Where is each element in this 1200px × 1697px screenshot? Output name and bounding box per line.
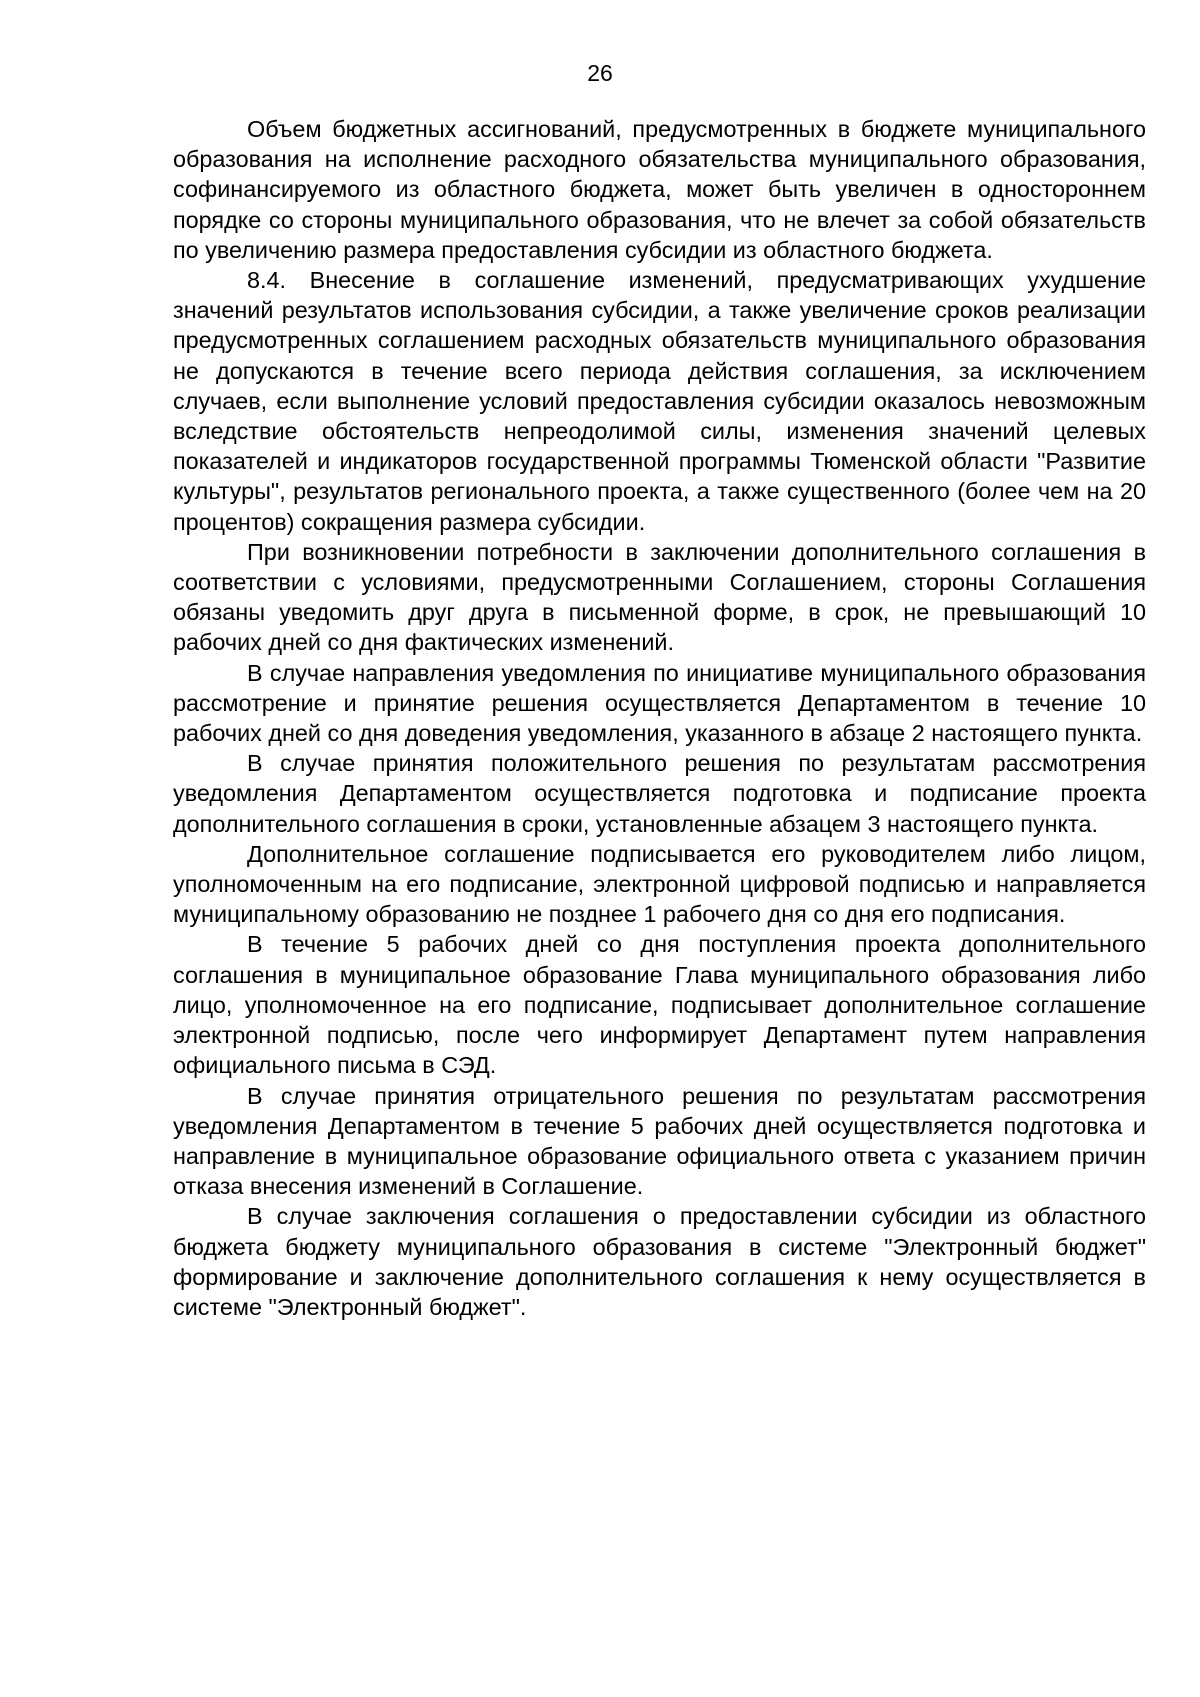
paragraph-electronic-budget: В случае заключения соглашения о предоставлении субсидии из областного бюджета бюджету муниципального образования в системе "Электронный бюджет" формирование и заключение дополнительного соглашения к нему осуществляется в системе "Электронный бюджет".	[173, 1203, 1146, 1320]
paragraph-additional-agreement-need: При возникновении потребности в заключении дополнительного соглашения в соответствии с условиями, предусмотренными Соглашением, стороны Соглашения обязаны уведомить друг друга в письменной форме, в срок, не превышающий 10 рабочих дней со дня фактических изменений.	[173, 538, 1146, 656]
paragraph-budget-allocation: Объем бюджетных ассигнований, предусмотренных в бюджете муниципального образования на исполнение расходного обязательства муниципального образования, софинансируемого из областного бюджета, может быть увеличен в одностороннем порядке со стороны муниципального образования, что не влечет за собой обязательств по увеличению размера предоставления субсидии из областного бюджета.	[173, 116, 1146, 263]
paragraph-positive-decision: В случае принятия положительного решения по результатам рассмотрения уведомления Департаментом осуществляется подготовка и подписание проекта дополнительного соглашения в сроки, установленные абзацем 3 настоящего пункта.	[173, 750, 1146, 837]
paragraph-signing: Дополнительное соглашение подписывается его руководителем либо лицом, уполномоченным на его подписание, электронной цифровой подписью и направляется муниципальному образованию не позднее 1 рабочего дня со дня его подписания.	[173, 840, 1146, 928]
paragraph-notification-review: В случае направления уведомления по инициативе муниципального образования рассмотрение и принятие решения осуществляется Департаментом в течение 10 рабочих дней со дня доведения уведомления, указанного в абзаце 2 настоящего пункта.	[173, 659, 1146, 747]
page-number: 26	[587, 60, 613, 86]
paragraph-municipal-signing: В течение 5 рабочих дней со дня поступления проекта дополнительного соглашения в муниципальное образование Глава муниципального образования либо лицо, уполномоченное на его подписание, подписывает дополнительное соглашение электронной подписью, после чего информирует Департамент путем направления официального письма в СЭД.	[173, 931, 1146, 1079]
paragraph-clause-8-4: 8.4. Внесение в соглашение изменений, предусматривающих ухудшение значений результатов использования субсидии, а также увеличение сроков реализации предусмотренных соглашением расходных обязательств муниципального образования не допускаются в течение всего периода действия соглашения, за исключением случаев, если выполнение условий предоставления субсидии оказалось невозможным вследствие обстоятельств непреодолимой силы, изменения значений целевых показателей и индикаторов государственной программы Тюменской области "Развитие культуры", результатов регионального проекта, а также существенного (более чем на 20 процентов) сокращения размера субсидии.	[173, 267, 1146, 535]
document-body	[173, 114, 1146, 1322]
paragraph-negative-decision: В случае принятия отрицательного решения по результатам рассмотрения уведомления Департаментом в течение 5 рабочих дней осуществляется подготовка и направление в муниципальное образование официального ответа с указанием причин отказа внесения изменений в Соглашение.	[173, 1082, 1146, 1200]
